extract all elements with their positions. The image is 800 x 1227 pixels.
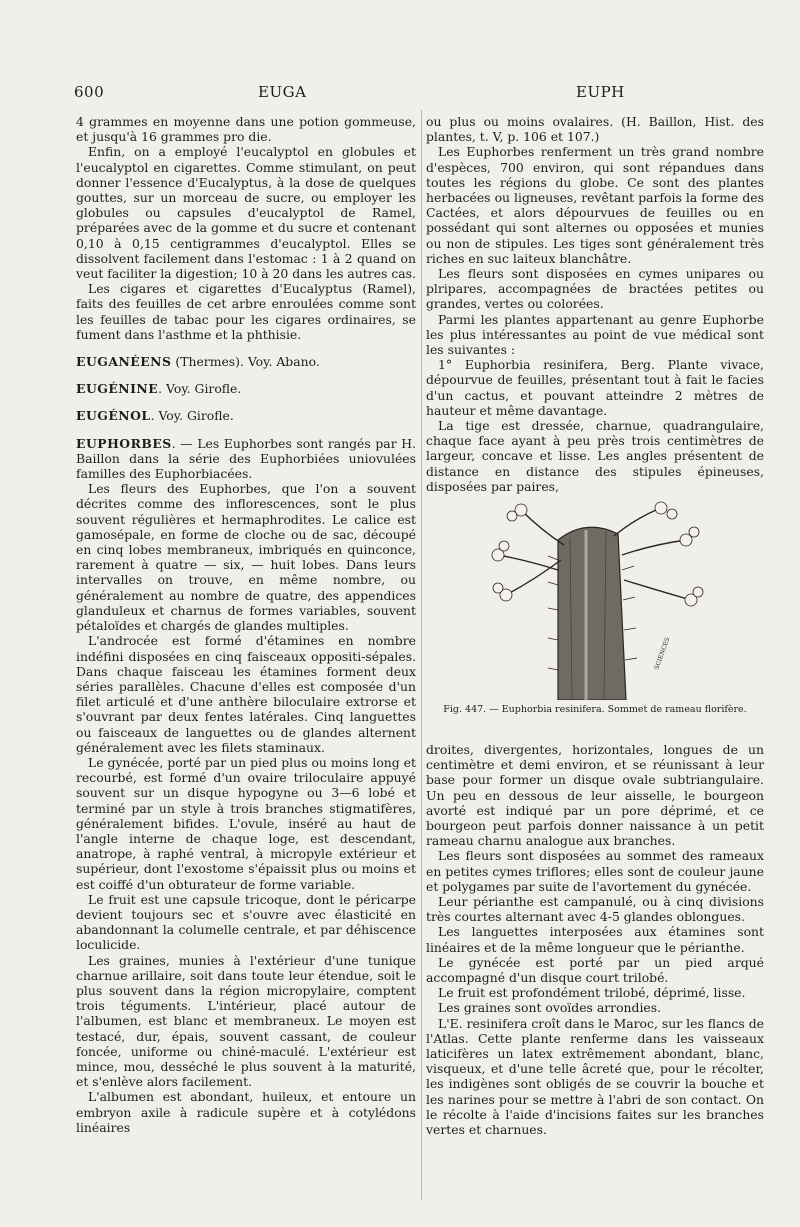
paragraph: Les graines sont ovoïdes arrondies. — [438, 1000, 662, 1016]
paragraph: La tige est dressée, charnue, quadrangulaire, chaque face ayant à peu près trois centimètres de largeur, concave et lisse. Les angles présentent de distance en distance des stipules épineuses, disposées par paires, — [426, 418, 764, 494]
paragraph: Les graines, munies à l'extérieur d'une tunique charnue arillaire, soit dans toute leur étendue, soit le plus souvent dans la région micropylaire, comptent trois téguments. L'intérieur, placé autour de l'albumen, est blanc et membraneux. Le moyen est testacé, dur, épais, souvent cassant, de couleur foncée, uniforme ou chiné-maculé. L'extérieur est mince, mou, desséché le plus souvent à la maturité, et s'enlève alors facilement. — [76, 952, 416, 1090]
entry-text: (Thermes). Voy. Abano. — [171, 354, 320, 370]
paragraph: Les cigares et cigarettes d'Eucalyptus (Ramel), faits des feuilles de cet arbre enroulées comme sont les feuilles de tabac pour les cigares ordinaires, se fument dans l'asthme et la phthisie. — [76, 281, 416, 342]
entry-text: . Voy. Girofle. — [150, 408, 234, 424]
paragraph: 4 grammes en moyenne dans une potion gommeuse, et jusqu'à 16 grammes pro die. — [76, 114, 416, 145]
entry-headword: EUGÉNINE — [76, 381, 159, 397]
left-running-head: EUGA — [258, 83, 307, 101]
paragraph: Le gynécée est porté par un pied arqué accompagné d'un disque court trilobé. — [426, 954, 764, 986]
dictionary-entry — [76, 354, 416, 369]
right-running-head: EUPH — [576, 83, 625, 101]
euphorbia-plant-illustration — [486, 500, 706, 700]
paragraph: ou plus ou moins ovalaires. (H. Baillon, Hist. des plantes, t. V, p. 106 et 107.) — [426, 114, 764, 145]
paragraph: Leur périanthe est campanulé, ou à cinq divisions très courtes alternant avec 4-5 glandes oblongues. — [426, 894, 764, 925]
paragraph: Le fruit est profondément trilobé, déprimé, lisse. — [438, 985, 746, 1001]
entry-text: . Voy. Girofle. — [158, 381, 242, 397]
paragraph: Les languettes interposées aux étamines sont linéaires et de la même longueur que le périanthe. — [426, 924, 764, 955]
entry-headword: EUGANÉENS — [76, 354, 172, 370]
entry-headword: EUGÉNOL — [76, 408, 151, 424]
paragraph: Le gynécée, porté par un pied plus ou moins long et recourbé, est formé d'un ovaire triloculaire appuyé souvent sur un disque hypogyne ou 3—6 lobé et terminé par un style à trois branches stigmatifères, généralement bifides. L'ovule, inséré au haut de l'angle interne de chaque loge, est descendant, anatrope, à raphé ventral, à micropyle extérieur et supérieur, dont l'exostome s'épaissit plus ou moins et est coiffé d'un obturateur de forme variable. — [76, 754, 416, 892]
figure-caption: Fig. 447. — Euphorbia resinifera. Sommet de rameau florifère. — [443, 704, 747, 715]
paragraph: Parmi les plantes appartenant au genre Euphorbe les plus intéressantes au point de vue médical sont les suivantes : — [426, 311, 764, 358]
dictionary-entry — [76, 381, 416, 396]
paragraph: Enfin, on a employé l'eucalyptol en globules et l'eucalyptol en cigarettes. Comme stimulant, on peut donner l'essence d'Eucalyptus, à la dose de quelques gouttes, sur un morceau de sucre, ou employer les globules ou capsules d'eucalyptol de Ramel, préparées avec de la gomme et du sucre et contenant 0,10 à 0,15 centigrammes d'eucalyptol. Elles se dissolvent facilement dans l'estomac : 1 à 2 quand on veut faciliter la digestion; 10 à 20 dans les autres cas. — [76, 144, 416, 282]
left-column — [76, 114, 416, 1135]
paragraph: Les fleurs des Euphorbes, que l'on a souvent décrites comme des inflorescences, sont le plus souvent régulières et hermaphrodites. Le calice est gamosépale, en forme de cloche ou de sac, découpé en cinq lobes membraneux, imbriqués en quinconce, rarement à quatre — six, — huit lobes. Dans leurs intervalles on trouve, en même nombre, ou généralement au nombre de quatre, des appendices glanduleux et charnus de formes variables, souvent pétaloïdes et chargés de glandes multiples. — [76, 481, 416, 634]
right-column-top — [426, 114, 764, 494]
right-column-bottom — [426, 742, 764, 1137]
page-number: 600 — [74, 83, 105, 101]
paragraph: L'E. resinifera croît dans le Maroc, sur les flancs de l'Atlas. Cette plante renferme dans les vaisseaux laticifères un latex extrêmement abondant, blanc, visqueux, et d'une telle âcreté que, pour le récolter, les indigènes sont obligés de se couvrir la bouche et les narines pour se mettre à l'abri de son contact. On le récolte à l'aide d'incisions faites sur les branches vertes et charnues. — [426, 1015, 764, 1138]
paragraph: Le fruit est une capsule tricoque, dont le péricarpe devient toujours sec et s'ouvre avec élasticité en abandonnant la columelle centrale, et par déhiscence loculicide. — [76, 891, 416, 953]
paragraph: L'albumen est abondant, huileux, et entoure un embryon axile à radicule supère et à cotylédons linéaires — [76, 1089, 416, 1135]
paragraph: L'androcée est formé d'étamines en nombre indéfini disposées en cinq faisceaux oppositi-sépales. Dans chaque faisceau les étamines forment deux séries parallèles. Chacune d'elles est composée d'un filet articulé et d'une anthère biloculaire extrorse et s'ouvrant par deux fentes latérales. Cinq languettes ou faisceaux de languettes ou de glandes alternent généralement avec les filets staminaux. — [76, 633, 416, 755]
paragraph: droites, divergentes, horizontales, longues de un centimètre et demi environ, et se réunissant à leur base pour former un disque ovale subtriangulaire. Un peu en dessous de leur aisselle, le bourgeon avorté est indiqué par un pore déprimé, et ce bourgeon peut parfois donner naissance à un petit rameau charnu analogue aux branches. — [426, 742, 764, 849]
running-header — [74, 83, 774, 103]
figure-euphorbia-illustration — [426, 500, 764, 732]
paragraph: 1° Euphorbia resinifera, Berg. Plante vivace, dépourvue de feuilles, présentant tout à fait le facies d'un cactus, et pouvant atteindre 2 mètres de hauteur et même davantage. — [426, 357, 764, 418]
paragraph: Les Euphorbes renferment un très grand nombre d'espèces, 700 environ, qui sont répandues dans toutes les régions du globe. Ce sont des plantes herbacées ou ligneuses, revêtant parfois la forme des Cactées, et alors dépourvues de feuilles ou en possédant qui sont alternes ou opposées et munies ou non de stipules. Les tiges sont généralement très riches en suc laiteux blanchâtre. — [426, 144, 764, 266]
entry-text: . — Les Euphorbes sont rangés par H. Baillon dans la série des Euphorbiées uniovulées familles des Euphorbiacées. — [76, 435, 416, 482]
dictionary-entry — [76, 436, 416, 482]
paragraph: Les fleurs sont disposées en cymes unipares ou plripares, accompagnées de bractées petites ou grandes, vertes ou colorées. — [426, 266, 764, 312]
engraver-signature: SCIENCES — [653, 636, 672, 671]
dictionary-entry — [76, 408, 416, 423]
paragraph: Les fleurs sont disposées au sommet des rameaux en petites cymes triflores; elles sont de couleur jaune et polygames par suite de l'avortement du gynécée. — [426, 848, 764, 894]
column-divider — [421, 110, 422, 1200]
entry-headword: EUPHORBES — [76, 435, 172, 451]
